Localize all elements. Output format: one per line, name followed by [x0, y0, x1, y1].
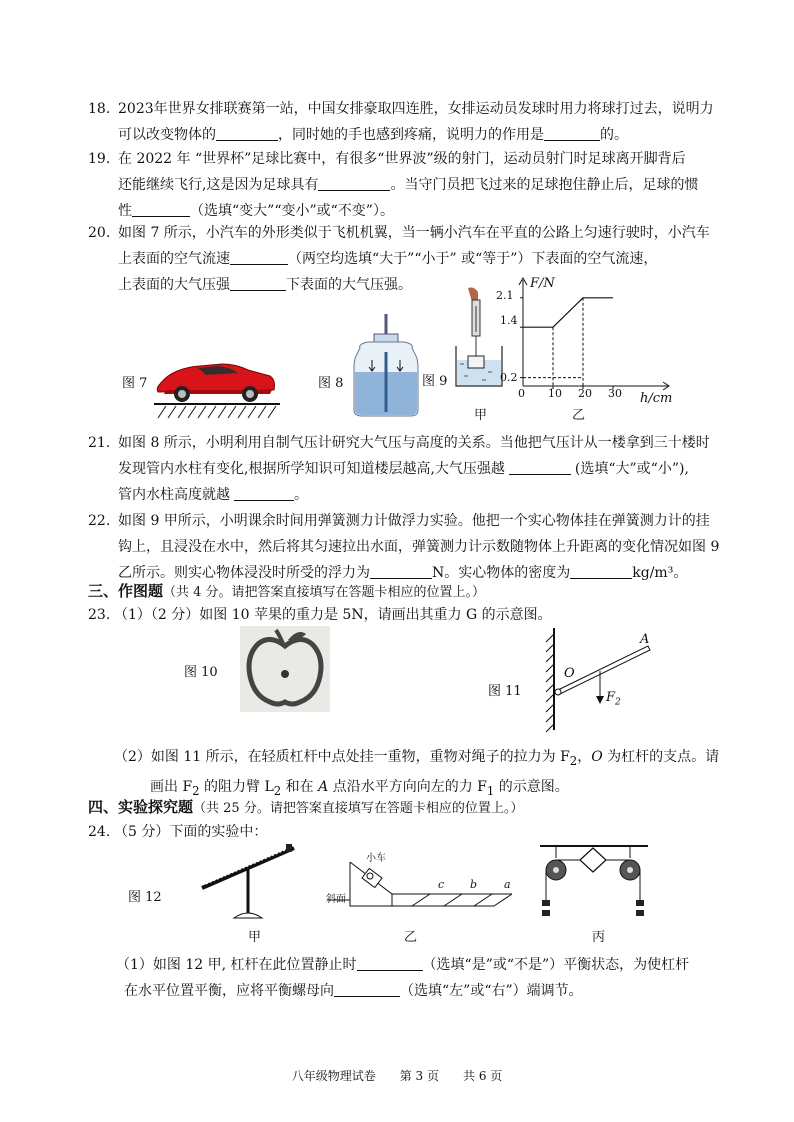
- question-18: [88, 96, 728, 148]
- page-footer: 八年级物理试卷 第 3 页 共 6 页: [291, 1069, 503, 1083]
- question-number: 24.: [88, 824, 111, 840]
- graph-x-tick: 0: [518, 387, 525, 400]
- question-text: 和在: [281, 778, 319, 795]
- point-b-label: b: [470, 878, 478, 891]
- figure-9-yi-label: 乙: [572, 408, 586, 423]
- variable: A: [318, 778, 329, 795]
- figure-12-yi-label: 乙: [404, 930, 418, 945]
- answer-blank[interactable]: [216, 124, 278, 141]
- slope-label: 斜面: [326, 894, 346, 905]
- figure-12-jia-lever-illustration: [198, 838, 298, 922]
- question-text: （两空均选填“大于”“小于” 或“等于”）下表面的空气流速，: [288, 251, 658, 267]
- question-text: （选填“是”或“不是”）平衡状态，为使杠杆: [422, 957, 690, 973]
- answer-blank[interactable]: [334, 980, 400, 997]
- question-24-part-1: [88, 952, 728, 1004]
- subscript: 2: [273, 783, 282, 798]
- question-text: 乙所示。则实心物体浸没时所受的浮力为: [118, 565, 370, 581]
- question-text: 上表面的空气流速: [118, 251, 230, 267]
- answer-blank[interactable]: [570, 562, 632, 579]
- question-text: 管内水柱高度就越: [118, 487, 230, 503]
- section-note: （共 4 分。请把答案直接填写在答题卡相应的位置上。）: [163, 585, 486, 600]
- question-text: （选填“变大”“变小”或“不变”）。: [190, 203, 394, 219]
- question-text: 如图 9 甲所示，小明课余时间用弹簧测力计做浮力实验。他把一个实心物体挂在弹簧测力计的挂: [118, 513, 710, 529]
- question-text: 可以改变物体的: [118, 127, 216, 143]
- question-text: 如图 8 所示，小明利用自制气压计研究大气压与高度的关系。当他把气压计从一楼拿到三十楼时: [118, 435, 710, 451]
- figure-12-label: 图 12: [128, 890, 162, 905]
- graph-y-tick: 1.4: [500, 314, 518, 327]
- question-text: 的阻力臂 L: [199, 778, 274, 795]
- figure-12-jia-label: 甲: [248, 930, 262, 945]
- answer-blank[interactable]: [357, 954, 423, 971]
- section-title: 四、实验探究题: [88, 798, 194, 816]
- question-text: （1）如图 12 甲, 杠杆在此位置静止时: [116, 957, 357, 973]
- section-title: 三、作图题: [88, 582, 164, 600]
- question-text: (选填“大”或“小”),: [574, 461, 689, 477]
- question-text: 下表面的大气压强。: [286, 277, 412, 293]
- question-text: 还能继续飞行,这是因为足球具有: [118, 177, 319, 193]
- graph-x-label: h/cm: [640, 391, 673, 406]
- section-3-heading: [88, 580, 485, 604]
- question-text: （选填“左”或“右”）端调节。: [400, 983, 583, 999]
- question-text: 在 2022 年 “世界杯”足球比赛中，有很多“世界波”级的射门，运动员射门时足球离开脚背后: [118, 151, 686, 167]
- question-text: 点沿水平方向向左的力 F: [328, 778, 487, 795]
- answer-blank[interactable]: [318, 174, 390, 191]
- answer-blank[interactable]: [370, 562, 432, 579]
- answer-blank[interactable]: [234, 484, 294, 501]
- question-number: 20.: [88, 225, 111, 241]
- question-text: 为杠杆的支点。请: [602, 749, 720, 765]
- subscript: 2: [192, 783, 200, 798]
- question-text: 在水平位置平衡，应将平衡螺母向: [124, 983, 334, 999]
- point-c-label: c: [438, 878, 445, 891]
- question-number: 18.: [88, 101, 111, 117]
- figure-7-label: 图 7: [122, 376, 148, 391]
- question-text: ，同时她的手也感到疼痛，说明力的作用是: [278, 127, 544, 143]
- graph-y-tick: 2.1: [496, 289, 514, 302]
- question-19: [88, 146, 728, 224]
- figure-9-label: 图 9: [422, 374, 448, 389]
- question-text: 画出 F: [150, 778, 193, 795]
- figure-9-jia-label: 甲: [474, 408, 488, 423]
- question-23-part-2: [88, 744, 728, 804]
- question-21: [88, 430, 728, 508]
- graph-y-label: F/N: [530, 276, 555, 291]
- question-text: ，: [577, 749, 592, 765]
- figure-10-label: 图 10: [184, 665, 218, 680]
- figure-8-label: 图 8: [318, 376, 344, 391]
- graph-x-tick: 20: [578, 387, 592, 400]
- section-note: （共 25 分。请把答案直接填写在答题卡相应的位置上。）: [193, 801, 524, 816]
- point-a-label: A: [640, 632, 650, 647]
- small-car-label: 小车: [366, 853, 386, 864]
- question-text: 发现管内水柱有变化,根据所学知识可知道楼层越高,大气压强越: [118, 461, 505, 477]
- force-subscript: 2: [615, 697, 621, 708]
- question-text: 。当守门员把飞过来的足球抱住静止后，足球的惯: [390, 177, 699, 193]
- force-f2-label: [606, 690, 621, 708]
- figure-11-label: 图 11: [488, 684, 522, 699]
- question-text: 如图 7 所示，小汽车的外形类似于飞机机翼，当一辆小汽车在平直的公路上匀速行驶时，小汽车: [118, 225, 710, 241]
- subscript: 2: [569, 753, 578, 768]
- subscript: 1: [486, 783, 495, 798]
- question-text: （1）（2 分）如图 10 苹果的重力是 5N，请画出其重力 G 的示意图。: [114, 607, 552, 623]
- figure-12-bing-pulley-illustration: [538, 842, 658, 922]
- answer-blank[interactable]: [132, 200, 190, 217]
- question-number: 23.: [88, 607, 111, 623]
- question-text: 上表面的大气压强: [118, 277, 230, 293]
- question-text: N。实心物体的密度为: [432, 565, 571, 581]
- pivot-o-label: O: [564, 666, 575, 681]
- figure-12-yi-slope-illustration: [322, 850, 518, 920]
- question-text: 的示意图。: [494, 778, 569, 795]
- graph-x-tick: 10: [548, 387, 562, 400]
- question-number: 22.: [88, 513, 111, 529]
- answer-blank[interactable]: [230, 274, 286, 291]
- figure-12-bing-label: 丙: [592, 930, 606, 945]
- question-text: 钩上，且浸没在水中，然后将其匀速拉出水面，弹簧测力计示数随物体上升距离的变化情况如图 9: [118, 539, 720, 555]
- variable: O: [591, 749, 603, 765]
- question-22: [88, 508, 728, 586]
- question-text: 的。: [600, 127, 628, 143]
- figure-8-barometer-illustration: [350, 312, 422, 420]
- answer-blank[interactable]: [509, 458, 571, 475]
- question-text: 2023年世界女排联赛第一站，中国女排豪取四连胜，女排运动员发球时用力将球打过去，说明力: [118, 101, 714, 117]
- graph-x-tick: 30: [608, 387, 622, 400]
- question-text: 。: [294, 487, 308, 503]
- figure-10-apple-illustration: [240, 626, 330, 712]
- question-text: （5 分）下面的实验中：: [114, 824, 268, 840]
- question-text: kg/m³。: [632, 565, 688, 581]
- answer-blank[interactable]: [544, 124, 600, 141]
- series-line: [523, 298, 613, 327]
- graph-y-tick: 0.2: [500, 371, 518, 384]
- answer-blank[interactable]: [230, 248, 288, 265]
- question-number: 21.: [88, 435, 111, 451]
- point-a-label: a: [504, 878, 511, 891]
- question-number: 19.: [88, 151, 111, 167]
- question-text: 性: [118, 203, 132, 219]
- figure-7-car-illustration: [152, 346, 282, 420]
- section-4-heading: [88, 796, 523, 820]
- force-symbol: F: [606, 690, 616, 705]
- question-text: （2）如图 11 所示，在轻质杠杆中点处挂一重物，重物对绳子的拉力为 F: [114, 749, 570, 765]
